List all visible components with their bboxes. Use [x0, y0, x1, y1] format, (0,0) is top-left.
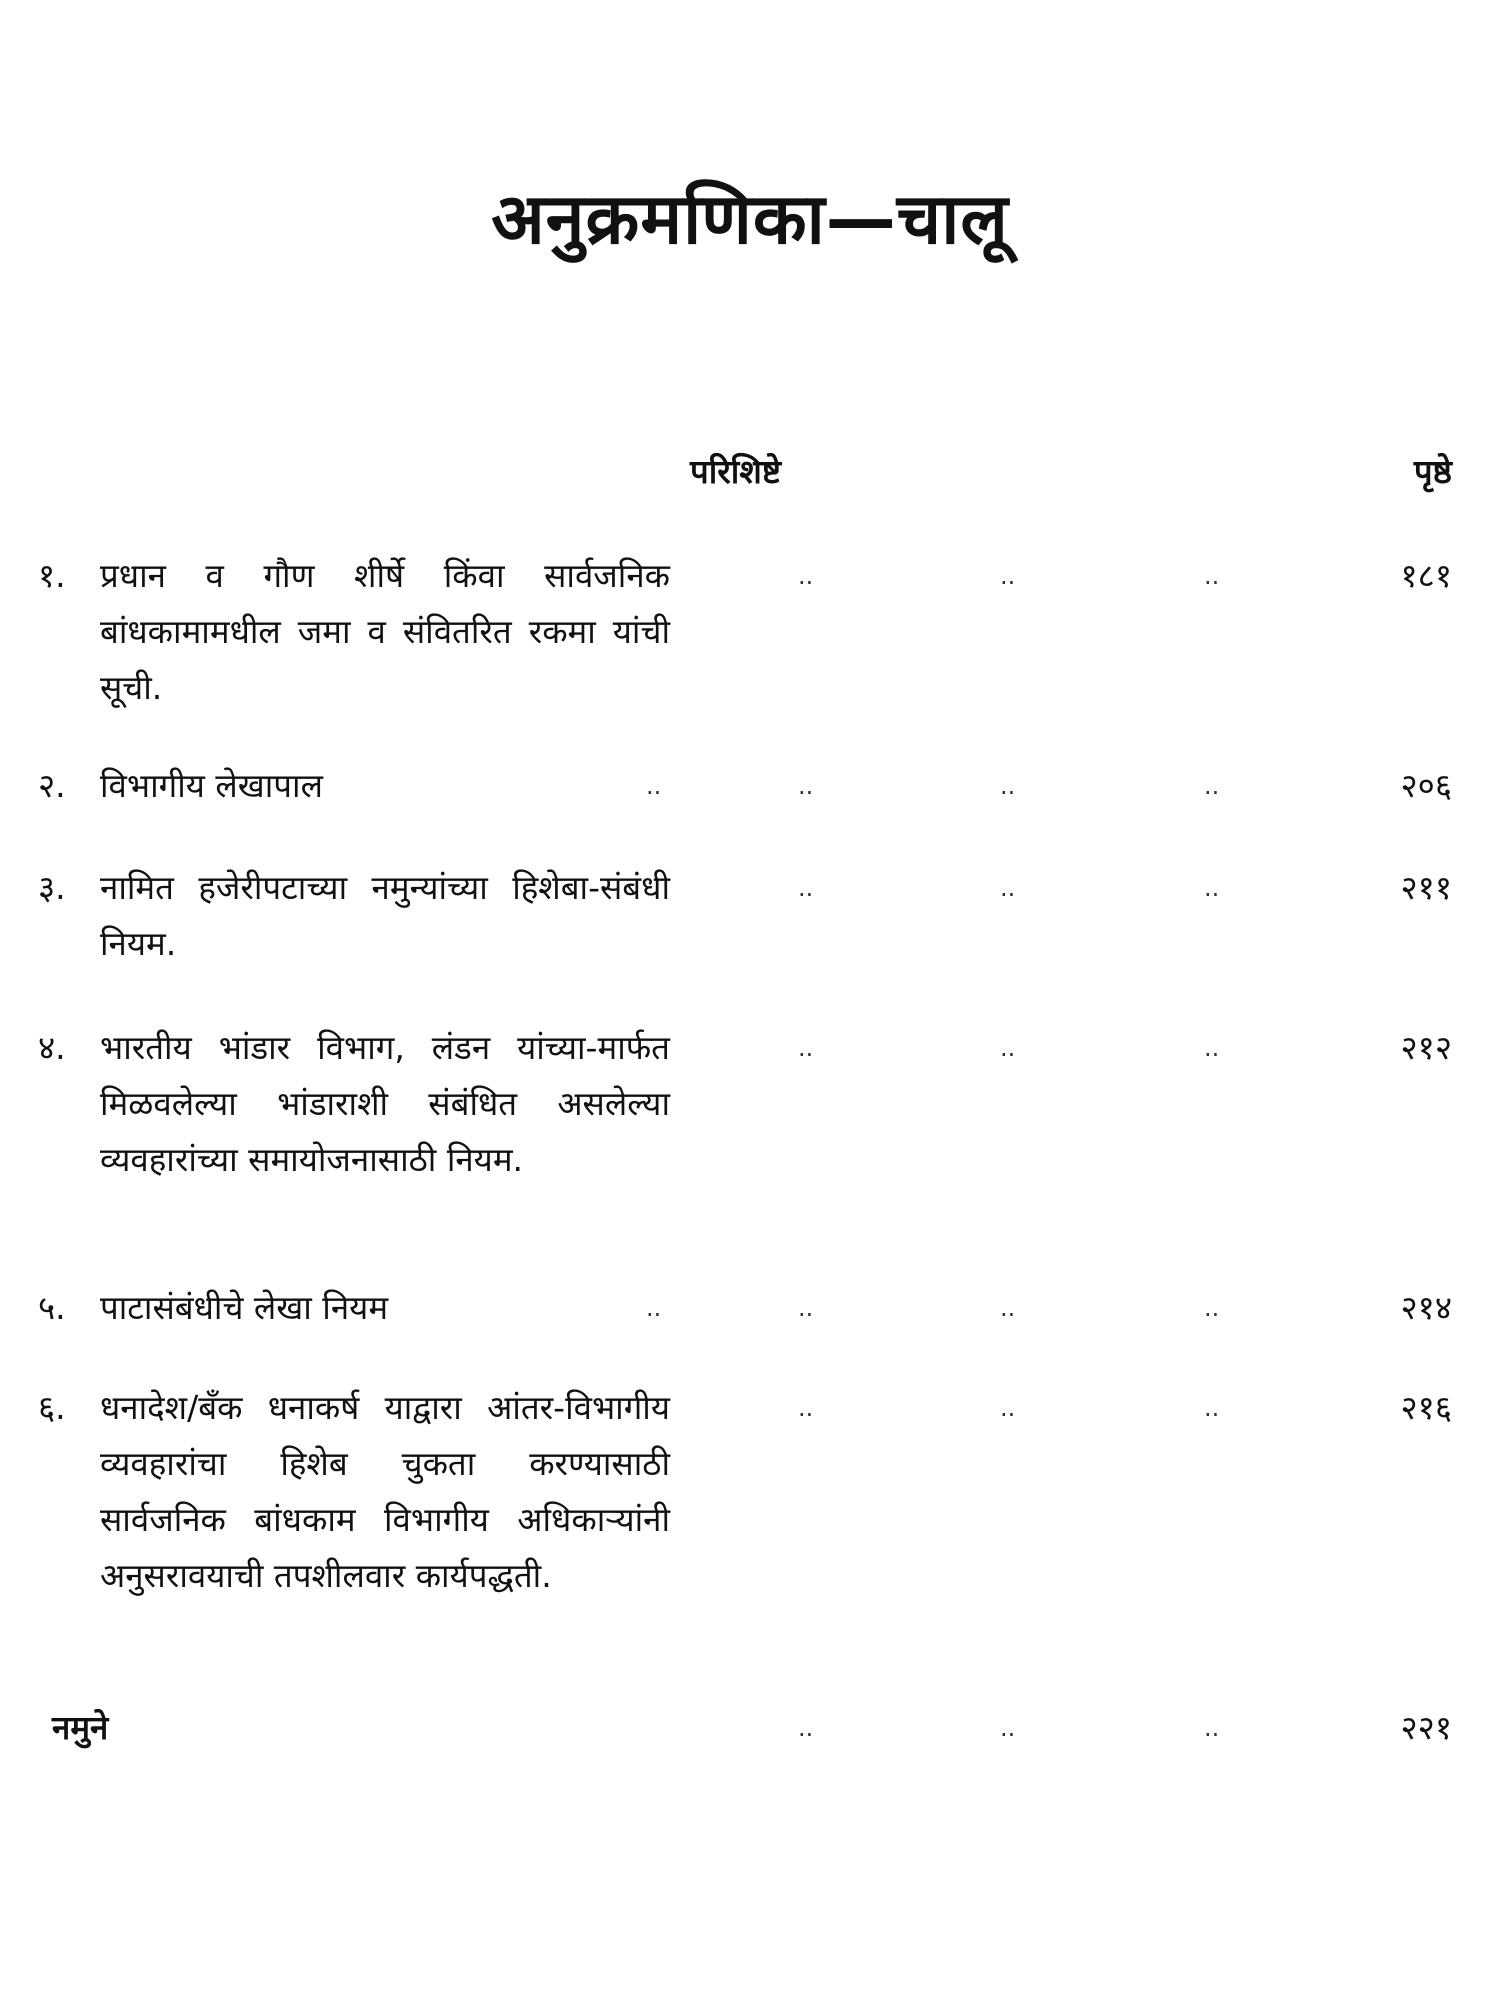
entry-title: पाटासंबंधीचे लेखा नियम — [100, 1288, 389, 1327]
dot-leader: .. — [646, 772, 662, 800]
entry-number: १. — [38, 556, 66, 595]
dot-leader: .. — [798, 772, 814, 800]
dot-leader: .. — [1204, 562, 1220, 590]
entry-title: विभागीय लेखापाल — [100, 766, 323, 805]
entry-title: प्रधान व गौण शीर्षे किंवा सार्वजनिक बांधकामामधील जमा व संवितरित रकमा यांची सूची. — [100, 556, 670, 707]
dot-leader: .. — [1000, 874, 1016, 902]
dot-leader: .. — [1000, 562, 1016, 590]
dot-leader: .. — [1204, 1294, 1220, 1322]
entry-page-number: २१६ — [1400, 1388, 1452, 1427]
samples-page-number: २२१ — [1400, 1708, 1452, 1747]
dot-leader: .. — [1000, 772, 1016, 800]
dot-leader: .. — [798, 1294, 814, 1322]
entry-page-number: २१४ — [1400, 1288, 1452, 1327]
entry-title: भारतीय भांडार विभाग, लंडन यांच्या-मार्फत मिळवलेल्या भांडाराशी संबंधित असलेल्या व्यवहारांच्या समायोजनासाठी नियम. — [100, 1028, 670, 1179]
entry-number: ४. — [38, 1028, 66, 1067]
column-header-appendices: परिशिष्टे — [690, 452, 782, 491]
dot-leader: .. — [646, 1294, 662, 1322]
dot-leader: .. — [1204, 1394, 1220, 1422]
page-title: अनुक्रमणिका—चालू — [491, 178, 1009, 260]
dot-leader: .. — [1000, 1394, 1016, 1422]
dot-leader: .. — [798, 1034, 814, 1062]
entry-page-number: २११ — [1400, 868, 1452, 907]
column-header-pages: पृष्ठे — [1413, 452, 1452, 491]
entry-number: ३. — [38, 868, 66, 907]
entry-number: ५. — [38, 1288, 66, 1327]
samples-label: नमुने — [52, 1708, 109, 1747]
dot-leader: .. — [798, 562, 814, 590]
entry-title: नामित हजेरीपटाच्या नमुन्यांच्या हिशेबा-संबंधी नियम. — [100, 868, 670, 963]
dot-leader: .. — [798, 874, 814, 902]
dot-leader: .. — [1000, 1294, 1016, 1322]
entry-number: ६. — [38, 1388, 66, 1427]
dot-leader: .. — [1204, 1714, 1220, 1742]
entry-page-number: २१२ — [1400, 1028, 1452, 1067]
entry-page-number: १८१ — [1400, 556, 1452, 595]
dot-leader: .. — [1204, 874, 1220, 902]
dot-leader: .. — [1204, 1034, 1220, 1062]
dot-leader: .. — [1000, 1034, 1016, 1062]
entry-number: २. — [38, 766, 66, 805]
entry-page-number: २०६ — [1400, 766, 1452, 805]
dot-leader: .. — [798, 1394, 814, 1422]
dot-leader: .. — [1000, 1714, 1016, 1742]
dot-leader: .. — [1204, 772, 1220, 800]
dot-leader: .. — [798, 1714, 814, 1742]
entry-title: धनादेश/बँक धनाकर्ष याद्वारा आंतर-विभागीय व्यवहारांचा हिशेब चुकता करण्यासाठी सार्वजनिक बांधकाम विभागीय अधिकाऱ्यांनी अनुसरावयाची तपशीलवार कार्यपद्धती. — [100, 1388, 670, 1595]
